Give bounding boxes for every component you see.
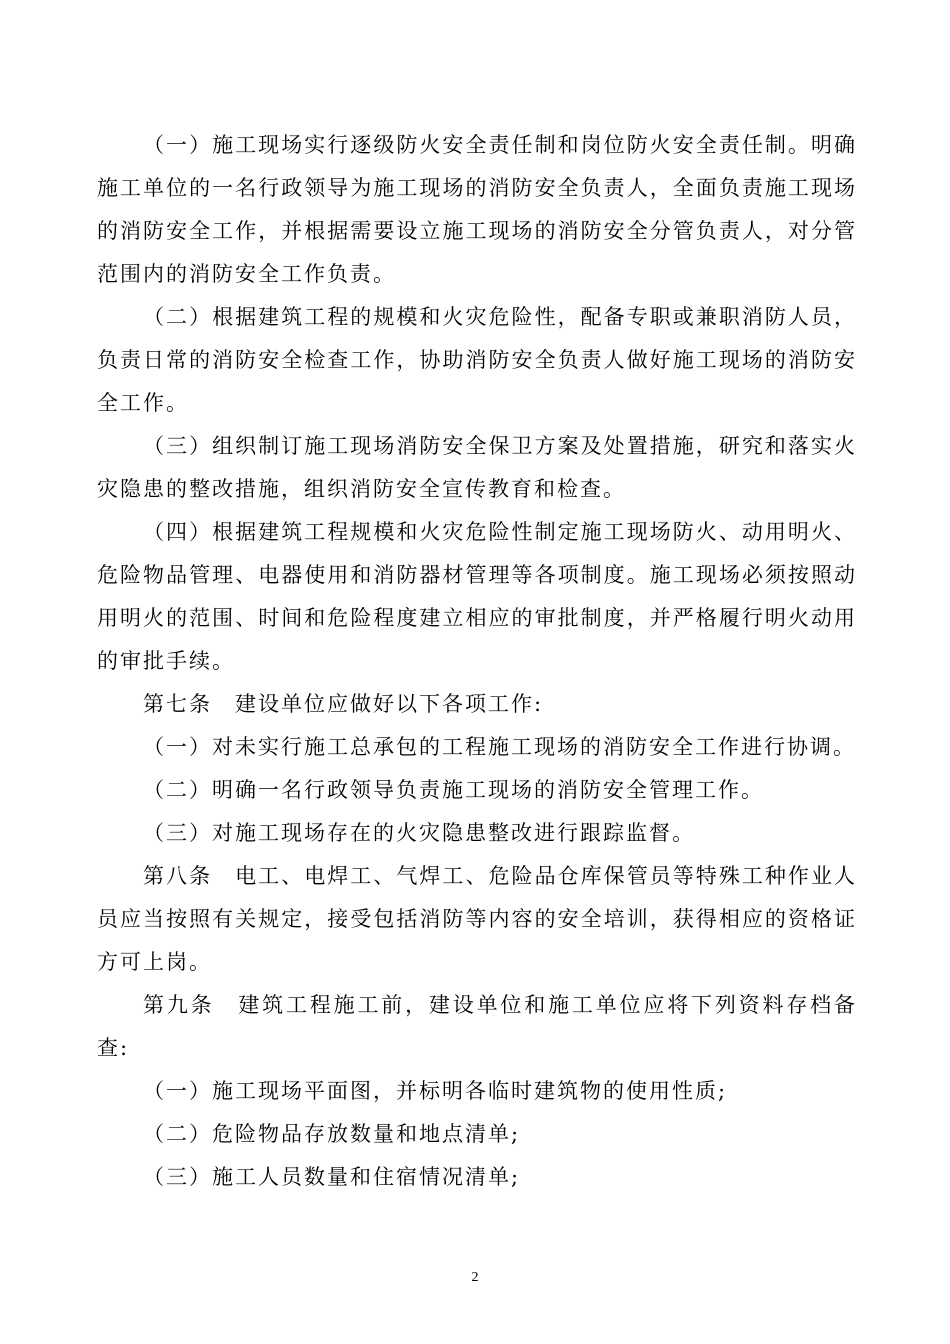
page-number: 2 xyxy=(471,1270,479,1285)
paragraph-fire-staff: （二）根据建筑工程的规模和火灾危险性，配备专职或兼职消防人员，负责日常的消防安全检查工作，协助消防安全负责人做好施工现场的消防安全工作。 xyxy=(97,305,857,415)
article-8: 第八条 电工、电焊工、气焊工、危险品仓库保管员等特殊工种作业人员应当按照有关规定，接受包括消防等内容的安全培训，获得相应的资格证方可上岗。 xyxy=(97,864,857,974)
document-body xyxy=(97,124,857,1199)
article-7-heading: 第七条 建设单位应做好以下各项工作: xyxy=(143,692,544,716)
article-7-item-2: （二）明确一名行政领导负责施工现场的消防安全管理工作。 xyxy=(143,778,764,802)
article-9-heading: 第九条 建筑工程施工前，建设单位和施工单位应将下列资料存档备查: xyxy=(97,993,857,1060)
article-9-item-1: （一）施工现场平面图，并标明各临时建筑物的使用性质; xyxy=(143,1079,728,1103)
paragraph-security-plan: （三）组织制订施工现场消防安全保卫方案及处置措施，研究和落实火灾隐患的整改措施，组织消防安全宣传教育和检查。 xyxy=(97,434,857,501)
article-7-item-1: （一）对未实行施工总承包的工程施工现场的消防安全工作进行协调。 xyxy=(143,735,856,759)
article-9-item-3: （三）施工人员数量和住宿情况清单; xyxy=(143,1165,521,1189)
paragraph-responsibility-system: （一）施工现场实行逐级防火安全责任制和岗位防火安全责任制。明确施工单位的一名行政领导为施工现场的消防安全负责人，全面负责施工现场的消防安全工作，并根据需要设立施工现场的消防安全分管负责人，对分管范围内的消防安全工作负责。 xyxy=(97,133,857,286)
article-9-item-2: （二）危险物品存放数量和地点清单; xyxy=(143,1122,521,1146)
article-7-item-3: （三）对施工现场存在的火灾隐患整改进行跟踪监督。 xyxy=(143,821,695,845)
paragraph-regulations: （四）根据建筑工程规模和火灾危险性制定施工现场防火、动用明火、危险物品管理、电器使用和消防器材管理等各项制度。施工现场必须按照动用明火的范围、时间和危险程度建立相应的审批制度，并严格履行明火动用的审批手续。 xyxy=(97,520,857,673)
